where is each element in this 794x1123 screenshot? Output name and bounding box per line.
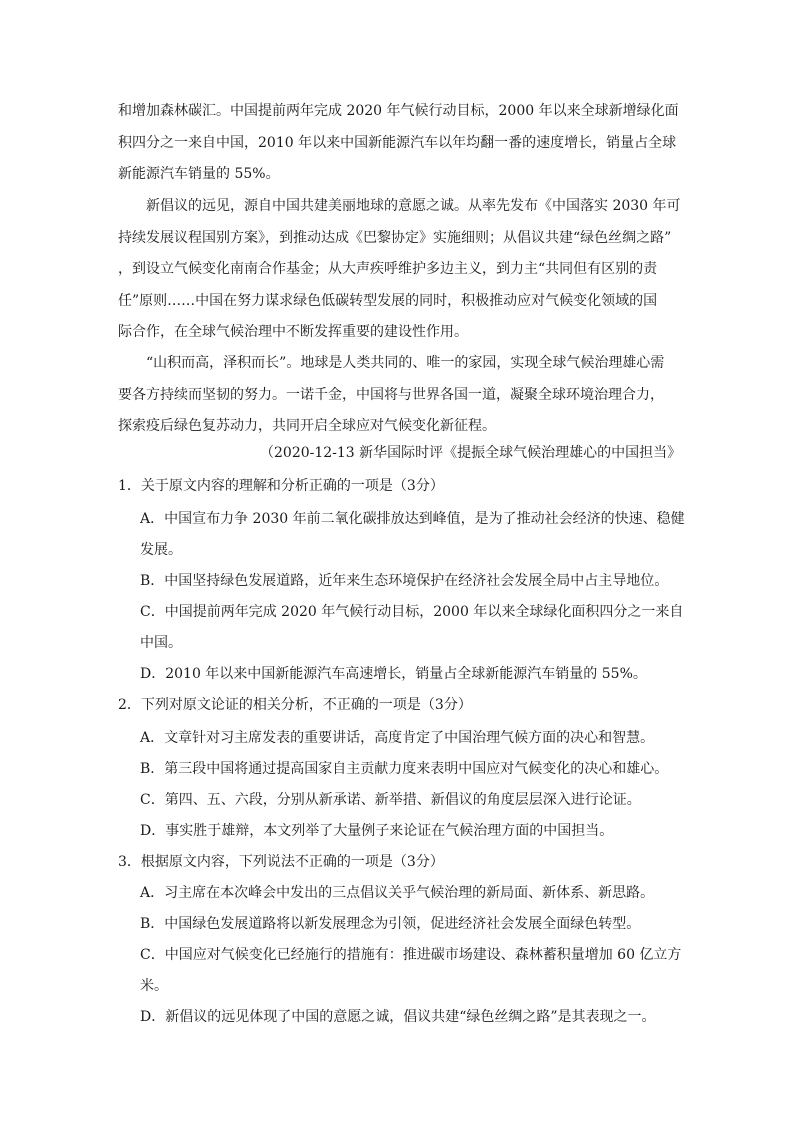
question-2-option-a: A．文章针对习主席发表的重要讲话，高度肯定了中国治理气候方面的决心和智慧。 bbox=[140, 730, 655, 746]
question-3-option-a: A．习主席在本次峰会中发出的三点倡议关乎气候治理的新局面、新体系、新思路。 bbox=[140, 885, 655, 901]
question-3-option-c-cont: 米。 bbox=[140, 978, 168, 994]
question-1-option-c-cont: 中国。 bbox=[140, 635, 182, 651]
question-1-option-d: D．2010 年以来中国新能源汽车高速增长，销量占全球新能源汽车销量的 55%。 bbox=[140, 666, 647, 682]
question-1-option-a: A．中国宣布力争 2030 年前二氧化碳排放达到峰值，是为了推动社会经济的快速、稳健 bbox=[140, 511, 685, 527]
text-line: 新能源汽车销量的 55%。 bbox=[118, 166, 280, 182]
text-line: 和增加森林碳汇。中国提前两年完成 2020 年气候行动目标，2000 年以来全球新增绿化面 bbox=[118, 103, 679, 119]
source-citation: （2020-12-13 新华国际时评《提振全球气候治理雄心的中国担当》 bbox=[260, 445, 682, 461]
question-1-option-b: B．中国坚持绿色发展道路，近年来生态环境保护在经济社会发展全局中占主导地位。 bbox=[140, 573, 669, 589]
question-1-option-c: C．中国提前两年完成 2020 年气候行动目标，2000 年以来全球绿化面积四分之一来自 bbox=[140, 604, 684, 620]
text-line: ，到设立气候变化南南合作基金；从大声疾呼维护多边主义，到力主“共同但有区别的责 bbox=[118, 261, 658, 277]
question-2-option-c: C．第四、五、六段，分别从新承诺、新举措、新倡议的角度层层深入进行论证。 bbox=[140, 792, 641, 808]
text-line: 任”原则……中国在努力谋求绿色低碳转型发展的同时，积极推动应对气候变化领域的国 bbox=[118, 292, 658, 309]
text-line: 际合作，在全球气候治理中不断发挥重要的建设性作用。 bbox=[118, 324, 468, 340]
passage-paragraph-3 bbox=[118, 348, 678, 443]
passage-paragraph-2 bbox=[118, 191, 681, 349]
text-line: 持续发展议程国别方案》，到推动达成《巴黎协定》实施细则；从倡议共建“绿色丝绸之路” bbox=[118, 229, 672, 246]
text-line: 探索疫后绿色复苏动力，共同开启全球应对气候变化新征程。 bbox=[118, 418, 496, 434]
question-3-option-b: B．中国绿色发展道路将以新发展理念为引领，促进经济社会发展全面绿色转型。 bbox=[140, 916, 641, 932]
text-line: 积四分之一来自中国，2010 年以来中国新能源汽车以年均翻一番的速度增长，销量占全球 bbox=[118, 134, 677, 151]
question-3-option-c: C．中国应对气候变化已经施行的措施有：推进碳市场建设、森林蓄积量增加 60 亿立方 bbox=[140, 947, 682, 963]
passage-paragraph-1 bbox=[118, 96, 678, 191]
question-2-stem: 2．下列对原文论证的相关分析，不正确的一项是（3分） bbox=[118, 697, 472, 713]
question-3-option-d: D．新倡议的远见体现了中国的意愿之诚，倡议共建“绿色丝绸之路”是其表现之一。 bbox=[140, 1009, 656, 1025]
question-1-stem: 1．关于原文内容的理解和分析正确的一项是（3分） bbox=[118, 478, 444, 494]
question-2-option-b: B．第三段中国将通过提高国家自主贡献力度来表明中国应对气候变化的决心和雄心。 bbox=[140, 761, 669, 777]
text-line: “山积而高，泽积而长”。地球是人类共同的、唯一的家园，实现全球气候治理雄心需 bbox=[146, 355, 665, 371]
question-1-option-a-cont: 发展。 bbox=[140, 542, 182, 558]
question-2-option-d: D．事实胜于雄辩，本文列举了大量例子来论证在气候治理方面的中国担当。 bbox=[140, 823, 614, 839]
text-line: 新倡议的远见，源自中国共建美丽地球的意愿之诚。从率先发布《中国落实 2030 年可 bbox=[146, 198, 681, 214]
question-3-stem: 3．根据原文内容，下列说法不正确的一项是（3分） bbox=[118, 854, 444, 870]
text-line: 要各方持续而坚韧的努力。一诺千金，中国将与世界各国一道，凝聚全球环境治理合力， bbox=[118, 386, 664, 403]
